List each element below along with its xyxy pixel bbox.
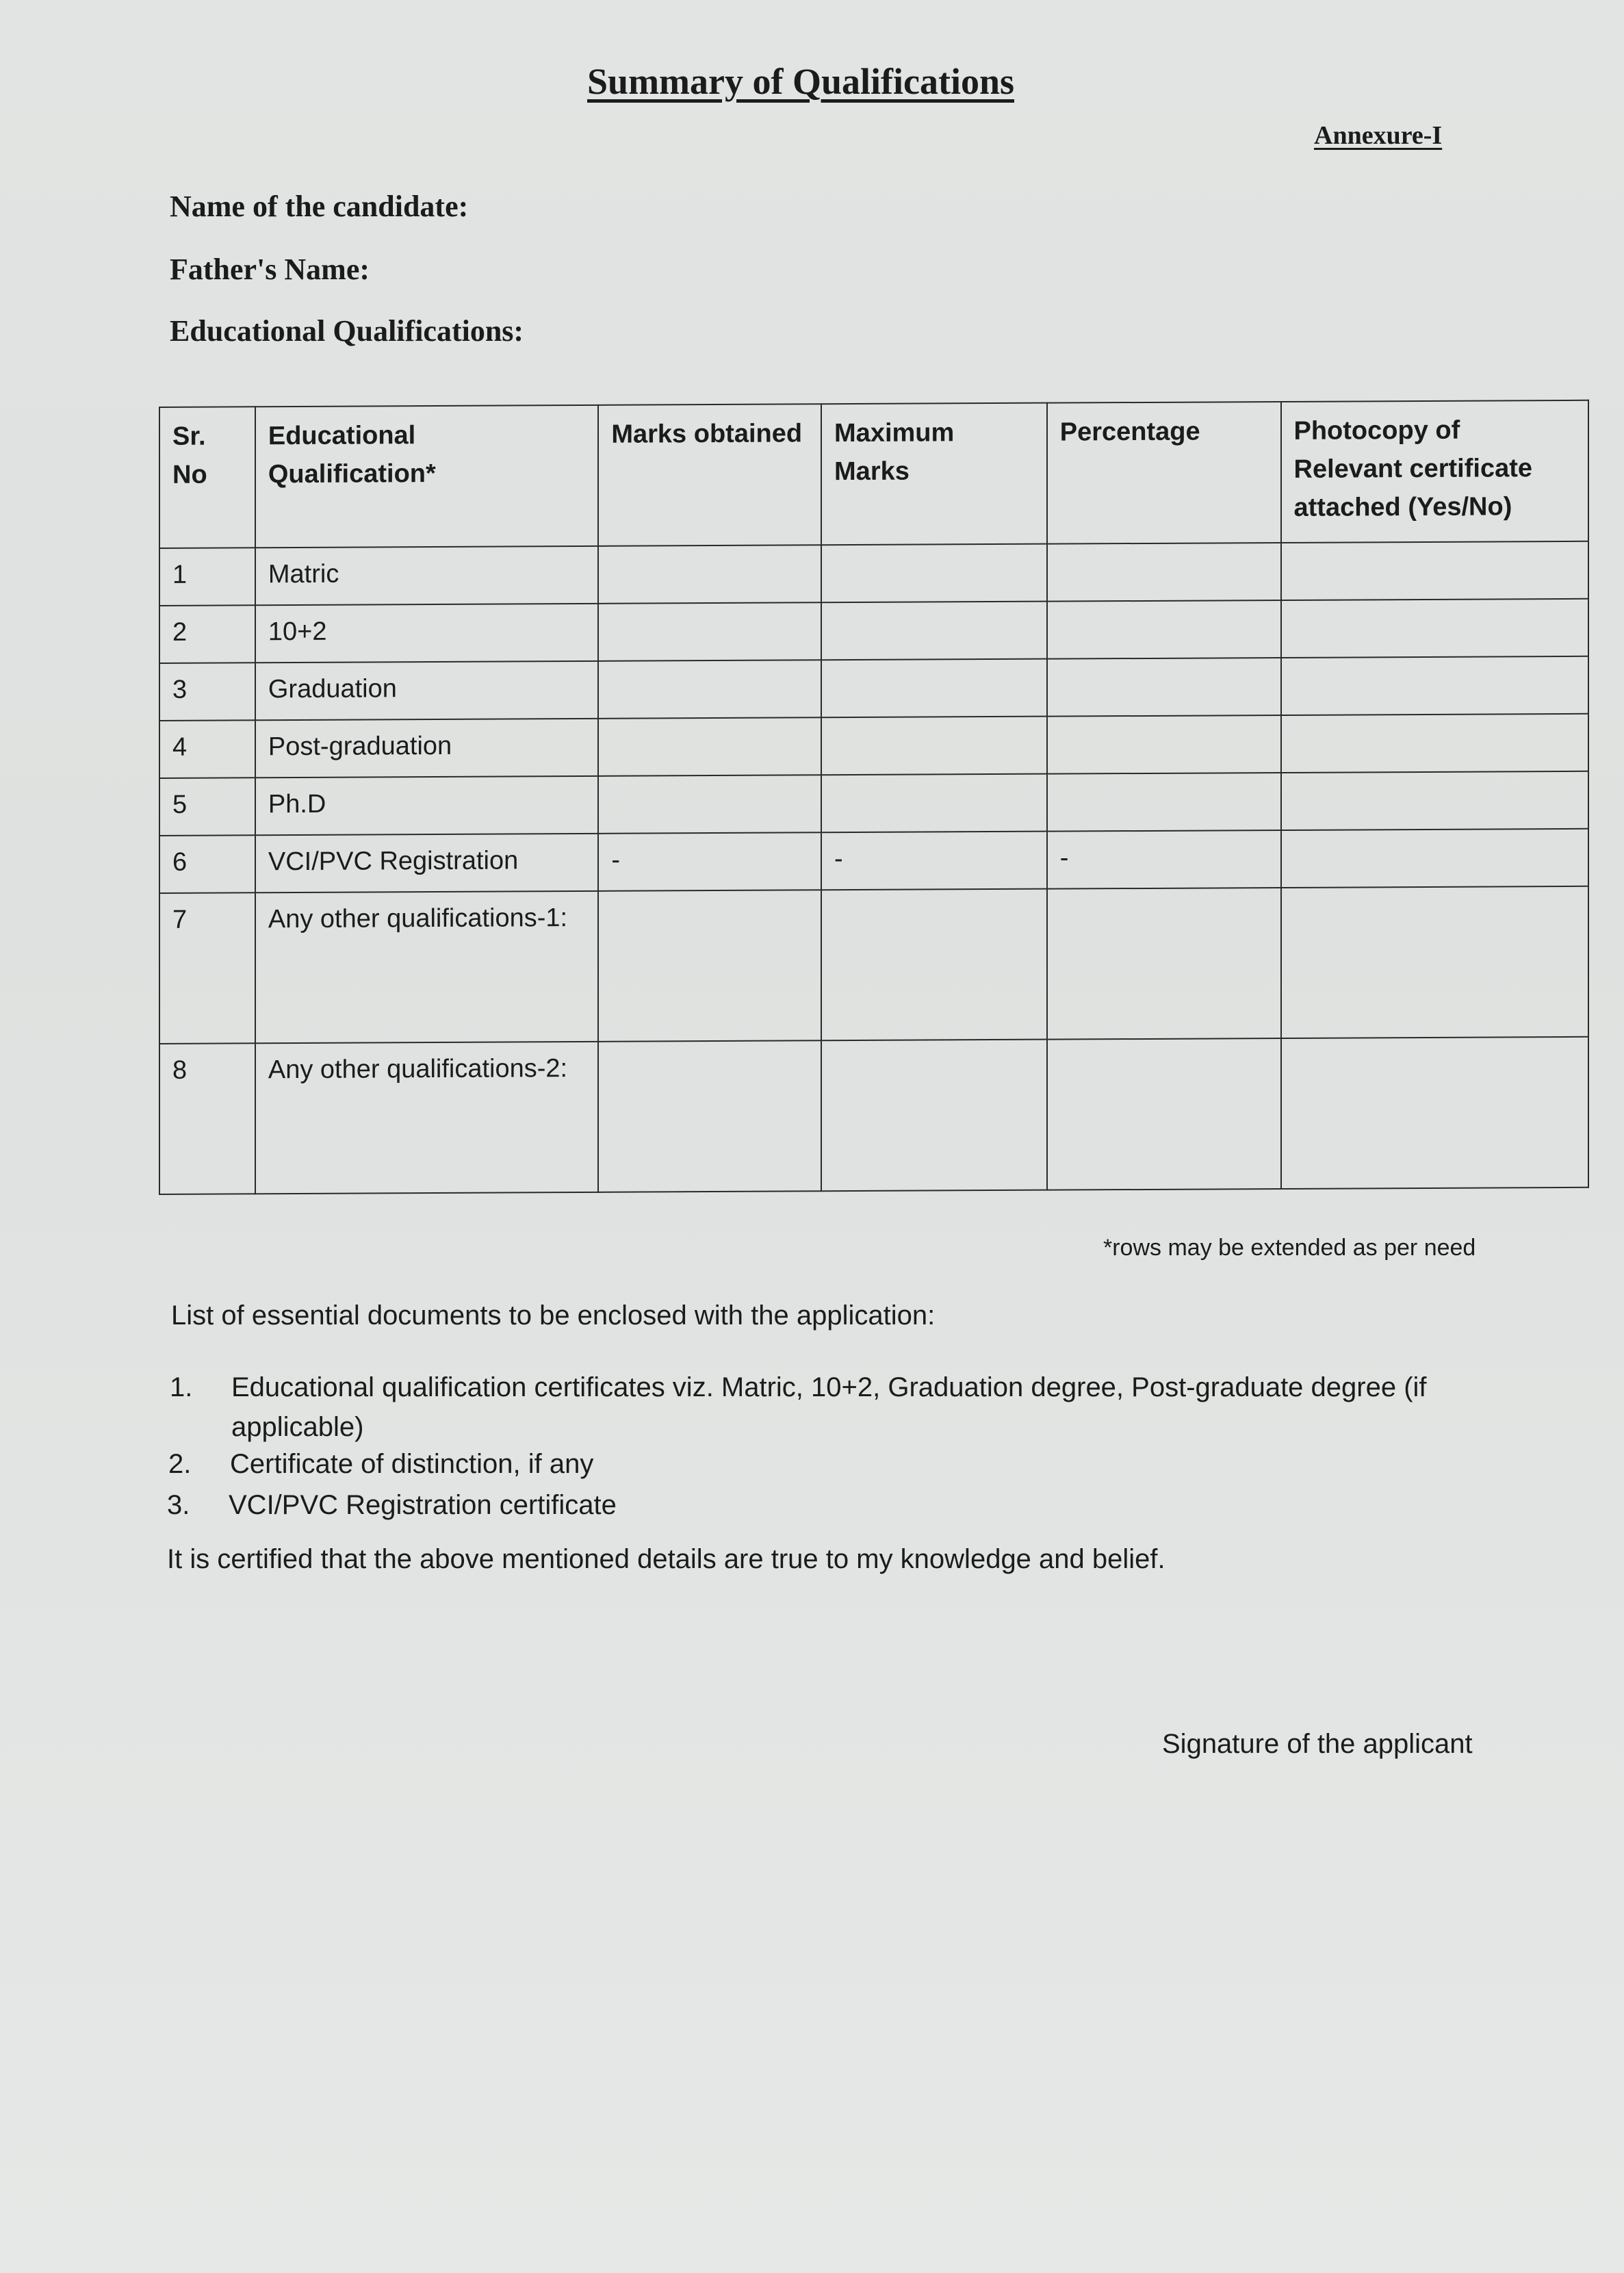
table-row [159, 656, 1588, 721]
table-row [159, 541, 1588, 606]
qualification-cell: 10+2 [255, 604, 598, 663]
header-maximum-marks: Maximum Marks [821, 403, 1047, 545]
percentage-cell[interactable] [1047, 888, 1281, 1040]
header-marks-obtained: Marks obtained [598, 404, 821, 546]
photocopy-cell[interactable] [1281, 599, 1589, 658]
photocopy-cell[interactable] [1281, 541, 1589, 600]
table-row [159, 1037, 1588, 1194]
max-marks-cell[interactable] [821, 774, 1047, 833]
percentage-cell[interactable] [1047, 600, 1281, 659]
photocopy-cell[interactable] [1281, 886, 1589, 1038]
qualification-cell: Any other qualifications-1: [255, 891, 598, 1043]
document-item-number: 1. [170, 1372, 193, 1402]
marks-cell[interactable] [598, 717, 821, 776]
marks-cell[interactable] [598, 545, 821, 604]
marks-cell: - [598, 832, 821, 891]
marks-cell[interactable] [598, 602, 821, 661]
sr-cell: 3 [159, 663, 255, 721]
header-photocopy: Photocopy of Relevant certificate attached (Yes/No) [1281, 400, 1589, 543]
education-label: Educational Qualifications: [170, 314, 524, 348]
sr-cell: 6 [159, 835, 255, 893]
max-marks-cell: - [821, 832, 1047, 890]
document-item-text: Certificate of distinction, if any [230, 1449, 594, 1479]
sr-cell: 8 [159, 1043, 255, 1194]
sr-cell: 4 [159, 720, 255, 778]
document-item-text: Educational qualification certificates viz. Matric, 10+2, Graduation degree, Post-graduate degree (if applicable) [231, 1372, 1427, 1442]
max-marks-cell[interactable] [821, 889, 1047, 1041]
table-row [159, 771, 1588, 836]
table-header-row [159, 400, 1588, 548]
sr-cell: 2 [159, 605, 255, 663]
max-marks-cell[interactable] [821, 717, 1047, 775]
document-item-number: 2. [168, 1449, 192, 1479]
table-row [159, 886, 1588, 1044]
annexure-label: Annexure-I [1314, 121, 1443, 150]
percentage-cell[interactable] [1047, 658, 1281, 717]
photocopy-cell[interactable] [1281, 656, 1589, 715]
sr-cell: 1 [159, 548, 255, 606]
candidate-name-label: Name of the candidate: [170, 190, 469, 223]
photocopy-cell[interactable] [1281, 1037, 1589, 1189]
qualification-cell: Any other qualifications-2: [255, 1042, 598, 1194]
signature-label: Signature of the applicant [1162, 1729, 1473, 1759]
marks-cell[interactable] [598, 890, 821, 1042]
qualification-cell: VCI/PVC Registration [255, 834, 598, 892]
header-percentage: Percentage [1047, 402, 1281, 544]
percentage-cell[interactable] [1047, 715, 1281, 774]
percentage-cell[interactable] [1047, 1038, 1281, 1190]
page-title: Summary of Qualifications [587, 61, 1015, 102]
documents-heading: List of essential documents to be enclosed with the application: [171, 1300, 936, 1331]
marks-cell[interactable] [598, 1040, 821, 1192]
sr-cell: 5 [159, 778, 255, 836]
table-note: *rows may be extended as per need [1103, 1235, 1476, 1261]
father-name-label: Father's Name: [170, 253, 370, 286]
document-item-number: 3. [167, 1490, 190, 1520]
marks-cell[interactable] [598, 660, 821, 719]
qualification-cell: Ph.D [255, 776, 598, 835]
sr-cell: 7 [159, 892, 255, 1044]
photocopy-cell[interactable] [1281, 771, 1589, 830]
max-marks-cell[interactable] [821, 544, 1047, 603]
document-item-text: VCI/PVC Registration certificate [229, 1490, 617, 1520]
table-row [159, 829, 1588, 893]
percentage-cell: - [1047, 830, 1281, 889]
max-marks-cell[interactable] [821, 659, 1047, 718]
qualifications-table [159, 400, 1589, 1195]
header-sr-no: Sr. No [159, 407, 255, 548]
table-row [159, 599, 1588, 663]
header-qualification: Educational Qualification* [255, 405, 598, 548]
max-marks-cell[interactable] [821, 602, 1047, 660]
qualification-cell: Graduation [255, 661, 598, 720]
marks-cell[interactable] [598, 775, 821, 834]
qualification-cell: Post-graduation [255, 719, 598, 778]
qualification-cell: Matric [255, 546, 598, 605]
photocopy-cell[interactable] [1281, 714, 1589, 773]
percentage-cell[interactable] [1047, 773, 1281, 832]
percentage-cell[interactable] [1047, 543, 1281, 602]
certification-statement: It is certified that the above mentioned details are true to my knowledge and belief. [167, 1544, 1165, 1574]
max-marks-cell[interactable] [821, 1040, 1047, 1192]
photocopy-cell[interactable] [1281, 829, 1589, 888]
table-row [159, 714, 1588, 778]
